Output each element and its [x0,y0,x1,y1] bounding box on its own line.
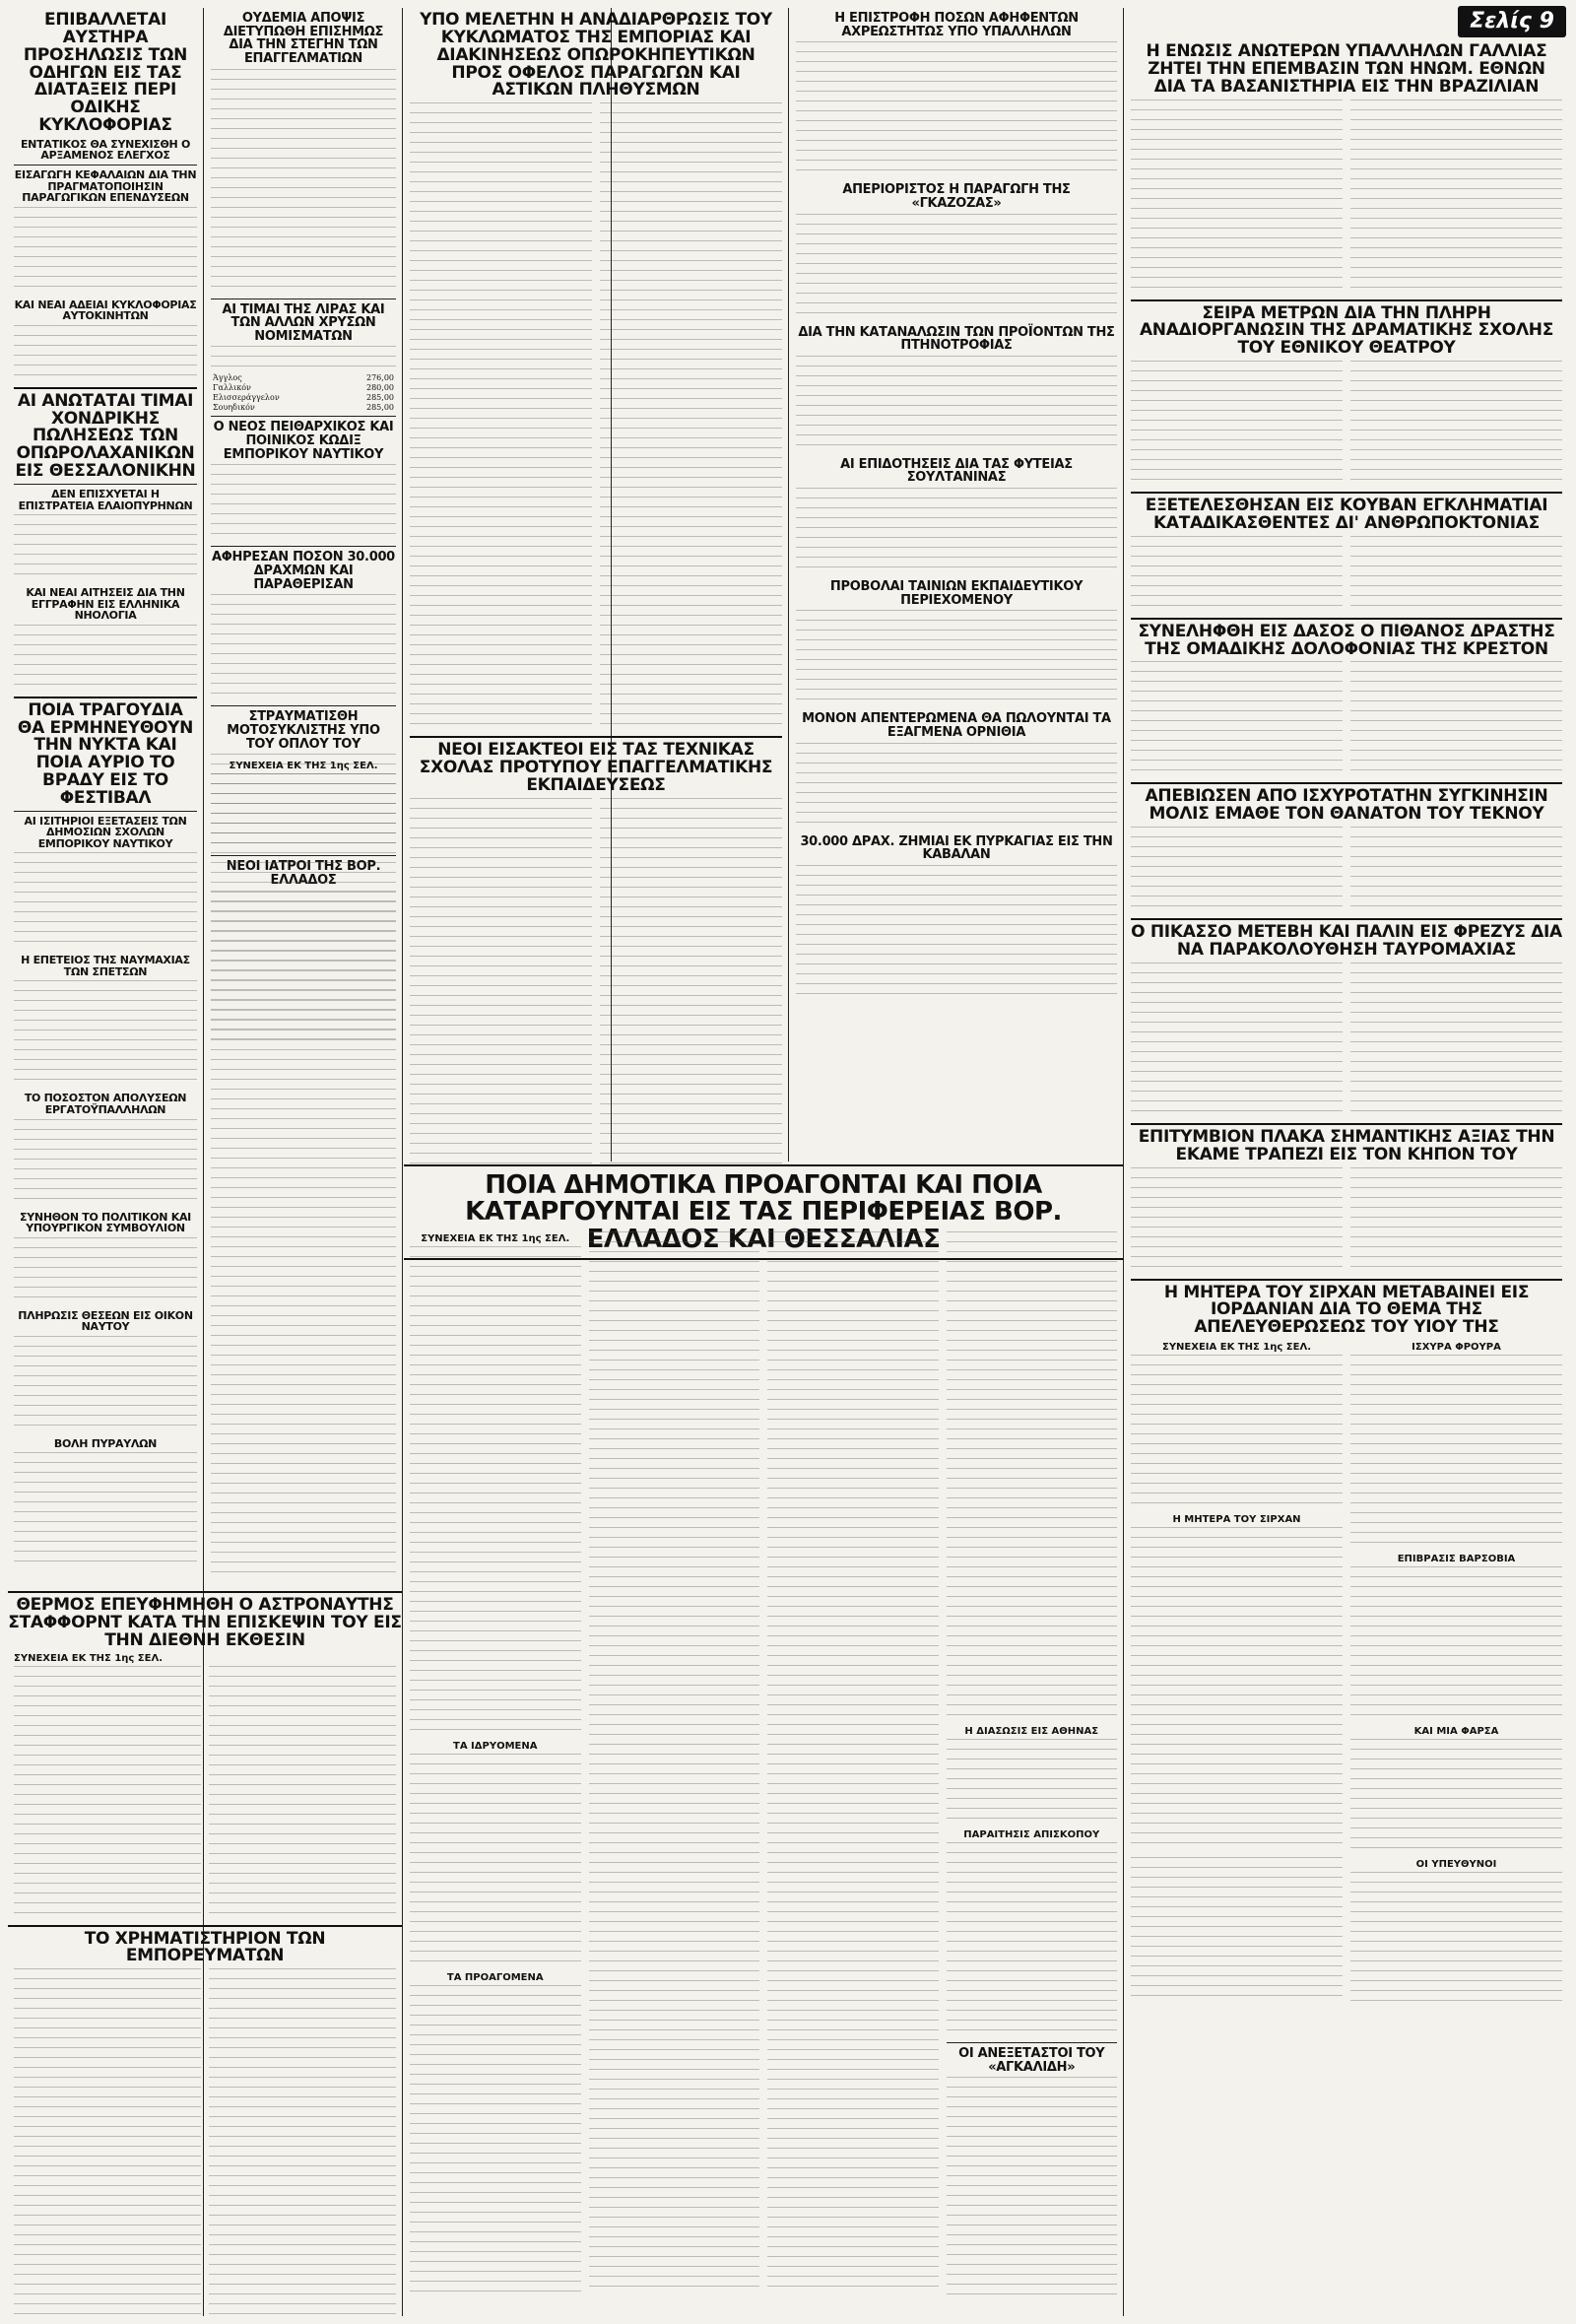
subheading: ΠΑΡΑΙΤΗΣΙΣ ΑΠΙΣΚΟΠΟΥ [963,1829,1100,1840]
column-1 [8,8,203,1564]
subheading: ΚΑΙ ΜΙΑ ΦΑΡΣΑ [1413,1726,1499,1738]
headline: ΔΕΝ ΕΠΙΣΧΥΕΤΑΙ Η ΕΠΙΣΤΡΑΤΕΙΑ ΕΛΑΙΟΠΥΡΗΝΩΝ [18,487,193,512]
coin-row [211,393,396,403]
coin-name: Γαλλικόν [213,383,251,393]
coin-value: 280,00 [366,383,394,393]
headline: ΝΕΟΙ ΕΙΣΑΚΤΕΟΙ ΕΙΣ ΤΑΣ ΤΕΧΝΙΚΑΣ ΣΧΟΛΑΣ ΠΡΟΤΥΠΟΥ ΕΠΑΓΓΕΛΜΑΤΙΚΗΣ ΕΚΠΑΙΔΕΥΣΕΩΣ [419,740,773,795]
subheading: ΤΑ ΙΔΡΥΟΜΕΝΑ [453,1741,538,1752]
headline: ΤΟ ΠΟΣΟΣΤΟΝ ΑΠΟΛΥΣΕΩΝ ΕΡΓΑΤΟΫΠΑΛΛΗΛΩΝ [24,1092,187,1117]
subheading: ΙΣΧΥΡΑ ΦΡΟΥΡΑ [1412,1342,1501,1354]
coin-name: Άγγλος [213,373,242,383]
headline: ΕΠΙΤΥΜΒΙΟΝ ΠΛΑΚΑ ΣΗΜΑΝΤΙΚΗΣ ΑΞΙΑΣ ΤΗΝ ΕΚΑΜΕ ΤΡΑΠΕΖΙ ΕΙΣ ΤΟΝ ΚΗΠΟΝ ΤΟΥ [1138,1126,1555,1164]
headline: ΕΠΙΒΑΛΛΕΤΑΙ ΑΥΣΤΗΡΑ ΠΡΟΣΗΛΩΣΙΣ ΤΩΝ ΟΔΗΓΩΝ ΕΙΣ ΤΑΣ ΔΙΑΤΑΞΕΙΣ ΠΕΡΙ ΟΔΙΚΗΣ ΚΥΚΛΟΦΟΡΙΑΣ [23,10,188,136]
headline: ΚΑΙ ΝΕΑΙ ΑΙΤΗΣΕΙΣ ΔΙΑ ΤΗΝ ΕΓΓΡΑΦΗΝ ΕΙΣ ΕΛΛΗΝΙΚΑ ΝΗΟΛΟΓΙΑ [26,586,185,623]
headline: ΘΕΡΜΟΣ ΕΠΕΥΦΗΜΗΘΗ Ο ΑΣΤΡΟΝΑΥΤΗΣ ΣΤΑΦΦΟΡΝΤ ΚΑΤΑ ΤΗΝ ΕΠΙΣΚΕΨΙΝ ΤΟΥ ΕΙΣ ΤΗΝ ΔΙΕΘΝΗ ΕΚΘΕΣΙΝ [8,1595,402,1650]
headline: ΒΟΛΗ ΠΥΡΑΥΛΩΝ [53,1436,158,1450]
subheading: Η ΜΗΤΕΡΑ ΤΟΥ ΣΙΡΧΑΝ [1172,1514,1301,1526]
column-3 [404,8,788,1170]
headline: ΝΕΟΙ ΙΑΤΡΟΙ ΤΗΣ ΒΟΡ. ΕΛΛΑΔΟΣ [226,859,381,888]
headline: ΑΦΗΡΕΣΑΝ ΠΟΣΟΝ 30.000 ΔΡΑΧΜΩΝ ΚΑΙ ΠΑΡΑΘΕΡΙΣΑΝ [212,550,395,592]
column-rule [788,8,789,1162]
headline: ΟΥΔΕΜΙΑ ΑΠΟΨΙΣ ΔΙΕΤΥΠΩΘΗ ΕΠΙΣΗΜΩΣ ΔΙΑ ΤΗΝ ΣΤΕΓΗΝ ΤΩΝ ΕΠΑΓΓΕΛΜΑΤΙΩΝ [223,11,384,66]
coin-value: 285,00 [366,403,394,413]
headline: ΕΞΕΤΕΛΕΣΘΗΣΑΝ ΕΙΣ ΚΟΥΒΑΝ ΕΓΚΛΗΜΑΤΙΑΙ ΚΑΤΑΔΙΚΑΣΘΕΝΤΕΣ ΔΙ' ΑΝΘΡΩΠΟΚΤΟΝΙΑΣ [1145,496,1548,533]
coin-value: 285,00 [366,393,394,403]
column-2-lower [205,759,402,1586]
headline: ΜΟΝΟΝ ΑΠΕΝΤΕΡΩΜΕΝΑ ΘΑ ΠΩΛΟΥΝΤΑΙ ΤΑ ΕΞΑΓΜΕΝΑ ΟΡΝΙΘΙΑ [802,711,1111,741]
page-number-logo: Σελίς 9 [1458,6,1566,37]
headline: ΑΙ ΤΙΜΑΙ ΤΗΣ ΛΙΡΑΣ ΚΑΙ ΤΩΝ ΑΛΛΩΝ ΧΡΥΣΩΝ ΝΟΜΙΣΜΑΤΩΝ [222,301,385,344]
headline: ΣΤΡΑΥΜΑΤΙΣΘΗ ΜΟΤΟΣΥΚΛΙΣΤΗΣ ΥΠΟ ΤΟΥ ΟΠΛΟΥ ΤΟΥ [227,709,380,752]
headline: ΠΟΙΑ ΤΡΑΓΟΥΔΙΑ ΘΑ ΕΡΜΗΝΕΥΘΟΥΝ ΤΗΝ ΝΥΚΤΑ ΚΑΙ ΠΟΙΑ ΑΥΡΙΟ ΤΟ ΒΡΑΔΥ ΕΙΣ ΤΟ ΦΕΣΤΙΒΑΛ [17,699,194,808]
column-5 [1125,39,1568,2315]
subheading: Η ΔΙΑΣΩΣΙΣ ΕΙΣ ΑΘΗΝΑΣ [964,1726,1099,1737]
subheading: ΕΠΙΒΡΑΣΙΣ ΒΑΡΣΟΒΙΑ [1397,1554,1516,1565]
headline: ΤΟ ΧΡΗΜΑΤΙΣΤΗΡΙΟΝ ΤΩΝ ΕΜΠΟΡΕΥΜΑΤΩΝ [84,1928,326,1966]
headline: ΣΥΝΗΘΟΝ ΤΟ ΠΟΛΙΤΙΚΟΝ ΚΑΙ ΥΠΟΥΡΓΙΚΟΝ ΣΥΜΒΟΥΛΙΟΝ [20,1210,191,1235]
headline: ΑΙ ΕΠΙΔΟΤΗΣΕΙΣ ΔΙΑ ΤΑΣ ΦΥΤΕΙΑΣ ΣΟΥΛΤΑΝΙΝΑΣ [840,456,1073,486]
headline: Ο ΝΕΟΣ ΠΕΙΘΑΡΧΙΚΟΣ ΚΑΙ ΠΟΙΝΙΚΟΣ ΚΩΔΙΞ ΕΜΠΟΡΙΚΟΥ ΝΑΥΤΙΚΟΥ [213,420,394,462]
headline: ΔΙΑ ΤΗΝ ΚΑΤΑΝΑΛΩΣΙΝ ΤΩΝ ΠΡΟΪΟΝΤΩΝ ΤΗΣ ΠΤΗΝΟΤΡΟΦΙΑΣ [798,324,1115,354]
headline: ΑΙ ΙΣΙΤΗΡΙΟΙ ΕΞΕΤΑΣΕΙΣ ΤΩΝ ΔΗΜΟΣΙΩΝ ΣΧΟΛΩΝ ΕΜΠΟΡΙΚΟΥ ΝΑΥΤΙΚΟΥ [24,814,187,850]
headline: ΣΥΝΕΛΗΦΘΗ ΕΙΣ ΔΑΣΟΣ Ο ΠΙΘΑΝΟΣ ΔΡΑΣΤΗΣ ΤΗΣ ΟΜΑΔΙΚΗΣ ΔΟΛΟΦΟΝΙΑΣ ΤΗΣ ΚΡΕΣΤΟΝ [1138,621,1555,659]
headline: Η ΜΗΤΕΡΑ ΤΟΥ ΣΙΡΧΑΝ ΜΕΤΑΒΑΙΝΕΙ ΕΙΣ ΙΟΡΔΑΝΙΑΝ ΔΙΑ ΤΟ ΘΕΜΑ ΤΗΣ ΑΠΕΛΕΥΘΕΡΩΣΕΩΣ ΤΟΥ ΥΙΟΥ ΤΗΣ [1163,1282,1530,1338]
coin-name: Ελισσεράγγελον [213,393,280,403]
bottom-left-block [8,1588,402,2317]
headline: 30.000 ΔΡΑΧ. ΖΗΜΙΑΙ ΕΚ ΠΥΡΚΑΓΙΑΣ ΕΙΣ ΤΗΝ ΚΑΒΑΛΑΝ [800,833,1113,863]
continuation-label: ΣΥΝΕΧΕΙΑ ΕΚ ΤΗΣ 1ης ΣΕΛ. [229,761,378,771]
headline: ΕΙΣΑΓΩΓΗ ΚΕΦΑΛΑΙΩΝ ΔΙΑ ΤΗΝ ΠΡΑΓΜΑΤΟΠΟΙΗΣΙΝ ΠΑΡΑΓΩΓΙΚΩΝ ΕΠΕΝΔΥΣΕΩΝ [14,168,197,205]
coin-row [211,403,396,413]
headline: ΑΠΕΒΙΩΣΕΝ ΑΠΟ ΙΣΧΥΡΟΤΑΤΗΝ ΣΥΓΚΙΝΗΣΙΝ ΜΟΛΙΣ ΕΜΑΘΕ ΤΟΝ ΘΑΝΑΤΟΝ ΤΟΥ ΤΕΚΝΟΥ [1145,786,1548,825]
continuation-label: ΣΥΝΕΧΕΙΑ ΕΚ ΤΗΣ 1ης ΣΕΛ. [1161,1342,1311,1354]
center-headline: ΠΟΙΑ ΔΗΜΟΤΙΚΑ ΠΡΟΑΓΟΝΤΑΙ ΚΑΙ ΠΟΙΑ ΚΑΤΑΡΓΟΥΝΤΑΙ ΕΙΣ ΤΑΣ ΠΕΡΙΦΕΡΕΙΑΣ ΒΟΡ. ΕΛΛΑΔΟΣ ΚΑΙ ΘΕΣΣΑΛΙΑΣ [465,1170,1062,1254]
headline: Η ΕΠΙΣΤΡΟΦΗ ΠΟΣΩΝ ΑΦΗΦΕΝΤΩΝ ΑΧΡΕΩΣΤΗΤΩΣ ΥΠΟ ΥΠΑΛΛΗΛΩΝ [834,11,1079,39]
column-4 [790,8,1123,1170]
headline: ΑΙ ΑΝΩΤΑΤΑΙ ΤΙΜΑΙ ΧΟΝΔΡΙΚΗΣ ΠΩΛΗΣΕΩΣ ΤΩΝ ΟΠΩΡΟΛΑΧΑΝΙΚΩΝ ΕΙΣ ΘΕΣΣΑΛΟΝΙΚΗΝ [15,390,196,482]
headline: ΟΙ ΑΝΕΞΕΤΑΣΤΟΙ ΤΟΥ «ΑΓΚΑΛΙΔΗ» [958,2046,1105,2075]
center-block [404,1231,1123,2315]
coin-row [211,383,396,393]
coin-row [211,373,396,383]
column-rule [1123,8,1124,2316]
subheading: ΟΙ ΥΠΕΥΘΥΝΟΙ [1415,1859,1497,1871]
headline: ΠΛΗΡΩΣΙΣ ΘΕΣΕΩΝ ΕΙΣ ΟΙΚΟΝ ΝΑΥΤΟΥ [18,1308,193,1334]
headline: Ο ΠΙΚΑΣΣΟ ΜΕΤΕΒΗ ΚΑΙ ΠΑΛΙΝ ΕΙΣ ΦΡΕΖΥΣ ΔΙΑ ΝΑ ΠΑΡΑΚΟΛΟΥΘΗΣΗ ΤΑΥΡΟΜΑΧΙΑΣ [1131,922,1562,960]
subheadline: ΕΝΤΑΤΙΚΟΣ ΘΑ ΣΥΝΕΧΙΣΘΗ Ο ΑΡΞΑΜΕΝΟΣ ΕΛΕΓΧΟΣ [20,137,191,163]
subheading: ΤΑ ΠΡΟΑΓΟΜΕΝΑ [446,1972,544,1983]
headline: Η ΕΠΕΤΕΙΟΣ ΤΗΣ ΝΑΥΜΑΧΙΑΣ ΤΩΝ ΣΠΕΤΣΩΝ [21,954,190,978]
coin-name: Σουηδικόν [213,403,255,413]
gold-coins-table [211,373,396,413]
continuation-label: ΣΥΝΕΧΕΙΑ ΕΚ ΤΗΣ 1ης ΣΕΛ. [421,1233,570,1244]
column-rule [402,8,403,2316]
headline: ΣΕΙΡΑ ΜΕΤΡΩΝ ΔΙΑ ΤΗΝ ΠΛΗΡΗ ΑΝΑΔΙΟΡΓΑΝΩΣΙΝ ΤΗΣ ΔΡΑΜΑΤΙΚΗΣ ΣΧΟΛΗΣ ΤΟΥ ΕΘΝΙΚΟΥ ΘΕΑΤΡΟΥ [1139,302,1554,359]
continuation-label: ΣΥΝΕΧΕΙΑ ΕΚ ΤΗΣ 1ης ΣΕΛ. [14,1652,164,1664]
headline: ΚΑΙ ΝΕΑΙ ΑΔΕΙΑΙ ΚΥΚΛΟΦΟΡΙΑΣ ΑΥΤΟΚΙΝΗΤΩΝ [14,298,197,323]
headline: ΥΠΟ ΜΕΛΕΤΗΝ Η ΑΝΑΔΙΑΡΘΡΩΣΙΣ ΤΟΥ ΚΥΚΛΩΜΑΤΟΣ ΤΗΣ ΕΜΠΟΡΙΑΣ ΚΑΙ ΔΙΑΚΙΝΗΣΕΩΣ ΟΠΩΡΟΚΗΠΕΥΤΙΚΩΝ ΠΡΟΣ ΟΦΕΛΟΣ ΠΑΡΑΓΩΓΩΝ ΚΑΙ ΑΣΤΙΚΩΝ ΠΛΗΘΥΣΜΩΝ [420,10,772,100]
headline: Η ΕΝΩΣΙΣ ΑΝΩΤΕΡΩΝ ΥΠΑΛΛΗΛΩΝ ΓΑΛΛΙΑΣ ΖΗΤΕΙ ΤΗΝ ΕΠΕΜΒΑΣΙΝ ΤΩΝ ΗΝΩΜ. ΕΘΝΩΝ ΔΙΑ ΤΑ ΒΑΣΑΝΙΣΤΗΡΙΑ ΕΙΣ ΤΗΝ ΒΡΑΖΙΛΙΑΝ [1146,41,1547,97]
headline: ΠΡΟΒΟΛΑΙ ΤΑΙΝΙΩΝ ΕΚΠΑΙΔΕΥΤΙΚΟΥ ΠΕΡΙΕΧΟΜΕΝΟΥ [829,579,1084,608]
coin-value: 276,00 [366,373,394,383]
headline: ΑΠΕΡΙΟΡΙΣΤΟΣ Η ΠΑΡΑΓΩΓΗ ΤΗΣ «ΓΚΑΖΟΖΑΣ» [842,182,1071,211]
